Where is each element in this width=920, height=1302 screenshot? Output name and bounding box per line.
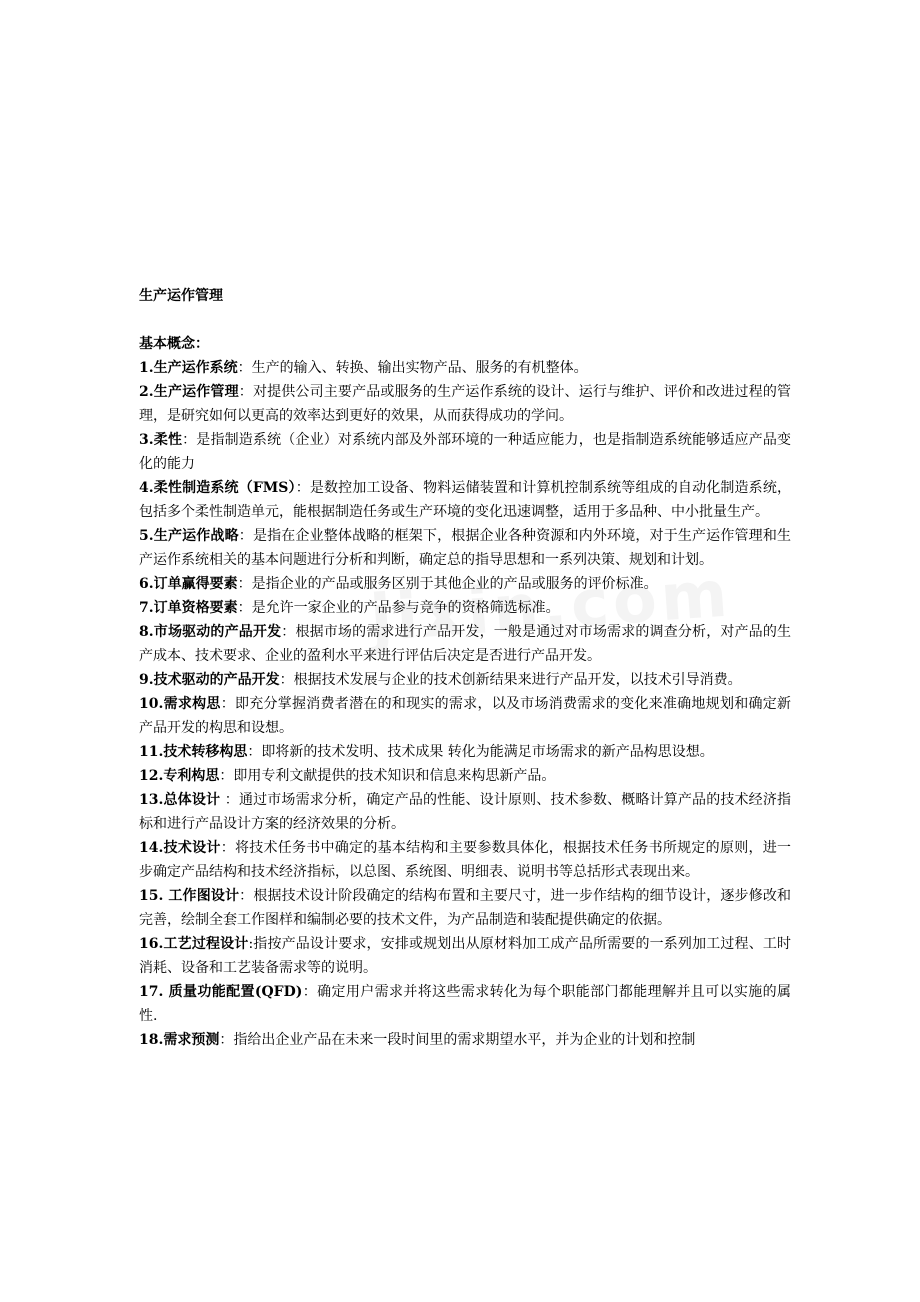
definition-entry	[139, 1028, 791, 1052]
definition-separator: ：	[238, 528, 253, 544]
definition-separator: ：	[219, 1032, 234, 1048]
definition-term: 15. 工作图设计	[139, 888, 240, 904]
definition-text: 根据技术设计阶段确定的结构布置和主要尺寸，进一步作结构的细节设计，逐步修改和完善，绘制全套工作图样和编制必要的技术文件，为产品制造和装配提供确定的依据。	[139, 888, 791, 928]
definition-term: 14.技术设计	[139, 840, 221, 856]
definition-term: 1.生产运作系统	[139, 360, 238, 376]
definition-text: 是数控加工设备、物料运储装置和计算机控制系统等组成的自动化制造系统，包括多个柔性制造单元，能根据制造任务或生产环境的变化迅速调整，适用于多品种、中小批量生产。	[139, 480, 791, 520]
definition-separator: ：	[295, 480, 310, 496]
definition-entry	[139, 428, 791, 476]
document-title: 生产运作管理	[139, 288, 223, 304]
section-heading: 基本概念：	[139, 336, 209, 352]
definition-entry	[139, 356, 791, 380]
definition-entry	[139, 764, 791, 788]
definition-separator: ：	[237, 576, 252, 592]
definition-term: 16.工艺过程设计	[139, 936, 249, 952]
definition-entry	[139, 572, 791, 596]
definition-entry	[139, 668, 791, 692]
definition-term: 3.柔性	[139, 432, 183, 448]
definition-separator: ：	[279, 672, 294, 688]
definition-entry	[139, 932, 791, 980]
definition-separator: ：	[239, 888, 254, 904]
definition-text: 是允许一家企业的产品参与竞争的资格筛选标准。	[251, 600, 560, 616]
definition-entry	[139, 788, 791, 836]
definition-term: 11.技术转移构思	[139, 744, 248, 760]
definition-text: 指按产品设计要求，安排或规划出从原材料加工成产品所需要的一系列加工过程、工时消耗、设备和工艺装备需求等的说明。	[139, 936, 791, 976]
definition-separator: ：	[247, 744, 262, 760]
definition-text: 对提供公司主要产品或服务的生产运作系统的设计、运行与维护、评价和改进过程的管理，是研究如何以更高的效率达到更好的效果，从而获得成功的学问。	[139, 384, 791, 424]
definition-term: 18.需求预测	[139, 1032, 220, 1048]
definition-entry	[139, 836, 791, 884]
definition-separator: ：	[302, 984, 318, 1000]
definition-separator: ：	[220, 696, 235, 712]
definition-separator: ：	[237, 600, 252, 616]
definition-text: 是指企业的产品或服务区别于其他企业的产品或服务的评价标准。	[251, 576, 658, 592]
definition-text: 生产的输入、转换、输出实物产品、服务的有机整体。	[251, 360, 588, 376]
definition-term: 12.专利构思	[139, 768, 220, 784]
definition-separator: ：	[237, 360, 252, 376]
definition-separator: ：	[182, 432, 197, 448]
definition-text: 即将新的技术发明、技术成果 转化为能满足市场需求的新产品构思设想。	[261, 744, 714, 760]
document-body	[139, 284, 791, 1052]
definition-entry	[139, 692, 791, 740]
definition-term: 6.订单赢得要素	[139, 576, 238, 592]
definition-text: 指给出企业产品在未来一段时间里的需求期望水平，并为企业的计划和控制	[233, 1032, 696, 1048]
definition-entry	[139, 524, 791, 572]
definition-entry	[139, 476, 791, 524]
definition-entry	[139, 380, 791, 428]
definition-entry	[139, 884, 791, 932]
definition-text: 通过市场需求分析，确定产品的性能、设计原则、技术参数、概略计算产品的技术经济指标和进行产品设计方案的经济效果的分析。	[139, 792, 792, 832]
definition-text: 根据技术发展与企业的技术创新结果来进行产品开发，以技术引导消费。	[293, 672, 742, 688]
definition-text: 根据市场的需求进行产品开发，一般是通过对市场需求的调查分析，对产品的生产成本、技术要求、企业的盈利水平来进行评估后决定是否进行产品开发。	[139, 624, 792, 664]
definition-entry	[139, 596, 791, 620]
definition-text: 即充分掌握消费者潜在的和现实的需求，以及市场消费需求的变化来准确地规划和确定新产品开发的构思和设想。	[139, 696, 792, 736]
definition-term: 13.总体设计	[139, 792, 221, 808]
definition-separator: ：	[219, 768, 234, 784]
definition-term: 5.生产运作战略	[139, 528, 239, 544]
definition-list	[139, 356, 791, 1052]
definition-term: 17. 质量功能配置(QFD)	[139, 984, 303, 1000]
definition-term: 8.市场驱动的产品开发	[139, 624, 282, 640]
definition-text: 是指制造系统（企业）对系统内部及外部环境的一种适应能力，也是指制造系统能够适应产品变化的能力	[139, 432, 791, 472]
definition-entry	[139, 620, 791, 668]
definition-separator: ：	[220, 792, 239, 808]
definition-term: 9.技术驱动的产品开发	[139, 672, 280, 688]
definition-text: 是指在企业整体战略的框架下，根据企业各种资源和内外环境，对于生产运作管理和生产运作系统相关的基本问题进行分析和判断，确定总的指导思想和一系列决策、规划和计划。	[139, 528, 791, 568]
definition-term: 10.需求构思	[139, 696, 221, 712]
definition-entry	[139, 740, 791, 764]
definition-separator: ：	[220, 840, 235, 856]
definition-separator: ：	[281, 624, 296, 640]
definition-text: 即用专利文献提供的技术知识和信息来构思新产品。	[233, 768, 556, 784]
definition-text: 将技术任务书中确定的基本结构和主要参数具体化，根据技术任务书所规定的原则，进一步确定产品结构和技术经济指标，以总图、系统图、明细表、说明书等总括形式表现出来。	[139, 840, 792, 880]
definition-term: 2.生产运作管理	[139, 384, 239, 400]
definition-text: 确定用户需求并将这些需求转化为每个职能部门都能理解并且可以实施的属性.	[139, 984, 791, 1024]
definition-term: 7.订单资格要素	[139, 600, 238, 616]
definition-separator: ：	[238, 384, 253, 400]
definition-entry	[139, 980, 791, 1028]
definition-term: 4.柔性制造系统（FMS）	[139, 480, 296, 496]
definition-separator: :	[248, 936, 254, 952]
